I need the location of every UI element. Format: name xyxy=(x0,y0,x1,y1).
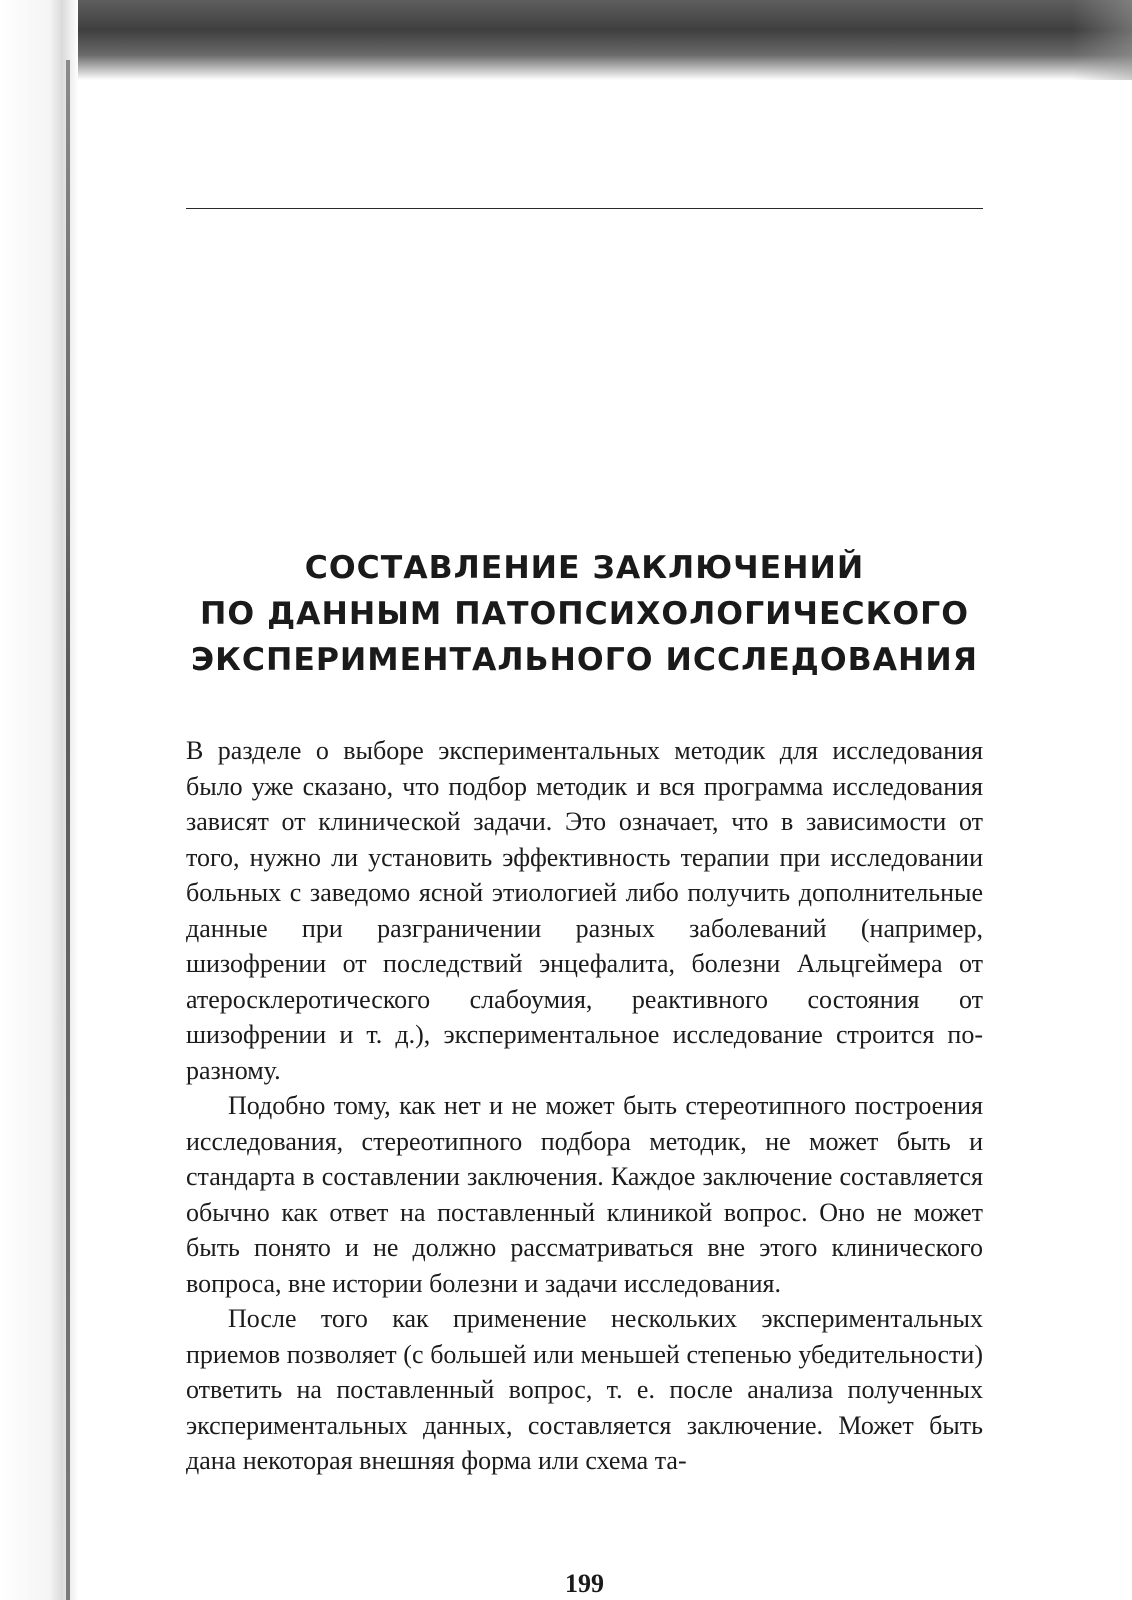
header-rule xyxy=(186,208,983,209)
scan-shadow-top xyxy=(0,0,1132,80)
chapter-title-line-1: СОСТАВЛЕНИЕ ЗАКЛЮЧЕНИЙ xyxy=(304,550,865,586)
paragraph-3: После того как применение нескольких экспериментальных приемов позволяет (с большей или меньшей степенью убедительности) ответить на поставленный вопрос, т. е. после анализа полученных экспериментальных данных, составляется заключение. Может быть дана некоторая внешняя форма или схема та- xyxy=(186,1304,983,1475)
page-number: 199 xyxy=(565,1569,604,1598)
body-text xyxy=(186,733,983,1479)
book-spine-edge xyxy=(66,60,70,1600)
chapter-title xyxy=(186,545,983,683)
chapter-title-line-2: ПО ДАННЫМ ПАТОПСИХОЛОГИЧЕСКОГО xyxy=(200,596,969,632)
paragraph-2: Подобно тому, как нет и не может быть стереотипного построения исследования, стереотипного подбора методик, не может быть и стандарта в составлении заключения. Каждое заключение составляется обычно как ответ на поставленный клиникой вопрос. Оно не может быть понято и не должно рассматриваться вне этого клинического вопроса, вне истории болезни и задачи исследования. xyxy=(186,1091,983,1298)
chapter-title-line-3: ЭКСПЕРИМЕНТАЛЬНОГО ИССЛЕДОВАНИЯ xyxy=(190,642,978,678)
paragraph-1: В разделе о выборе экспериментальных методик для исследования было уже сказано, что подбор методик и вся программа исследования зависят от клинической задачи. Это означает, что в зависимости от того, нужно ли установить эффективность терапии при исследовании больных с заведомо ясной этиологией либо получить дополнительные данные при разграничении разных заболеваний (например, шизофрении от последствий энцефалита, болезни Альцгеймера от атеросклеротического слабоумия, реактивного состояния от шизофрении и т. д.), экспериментальное исследование строится по-разному. xyxy=(186,736,983,1085)
